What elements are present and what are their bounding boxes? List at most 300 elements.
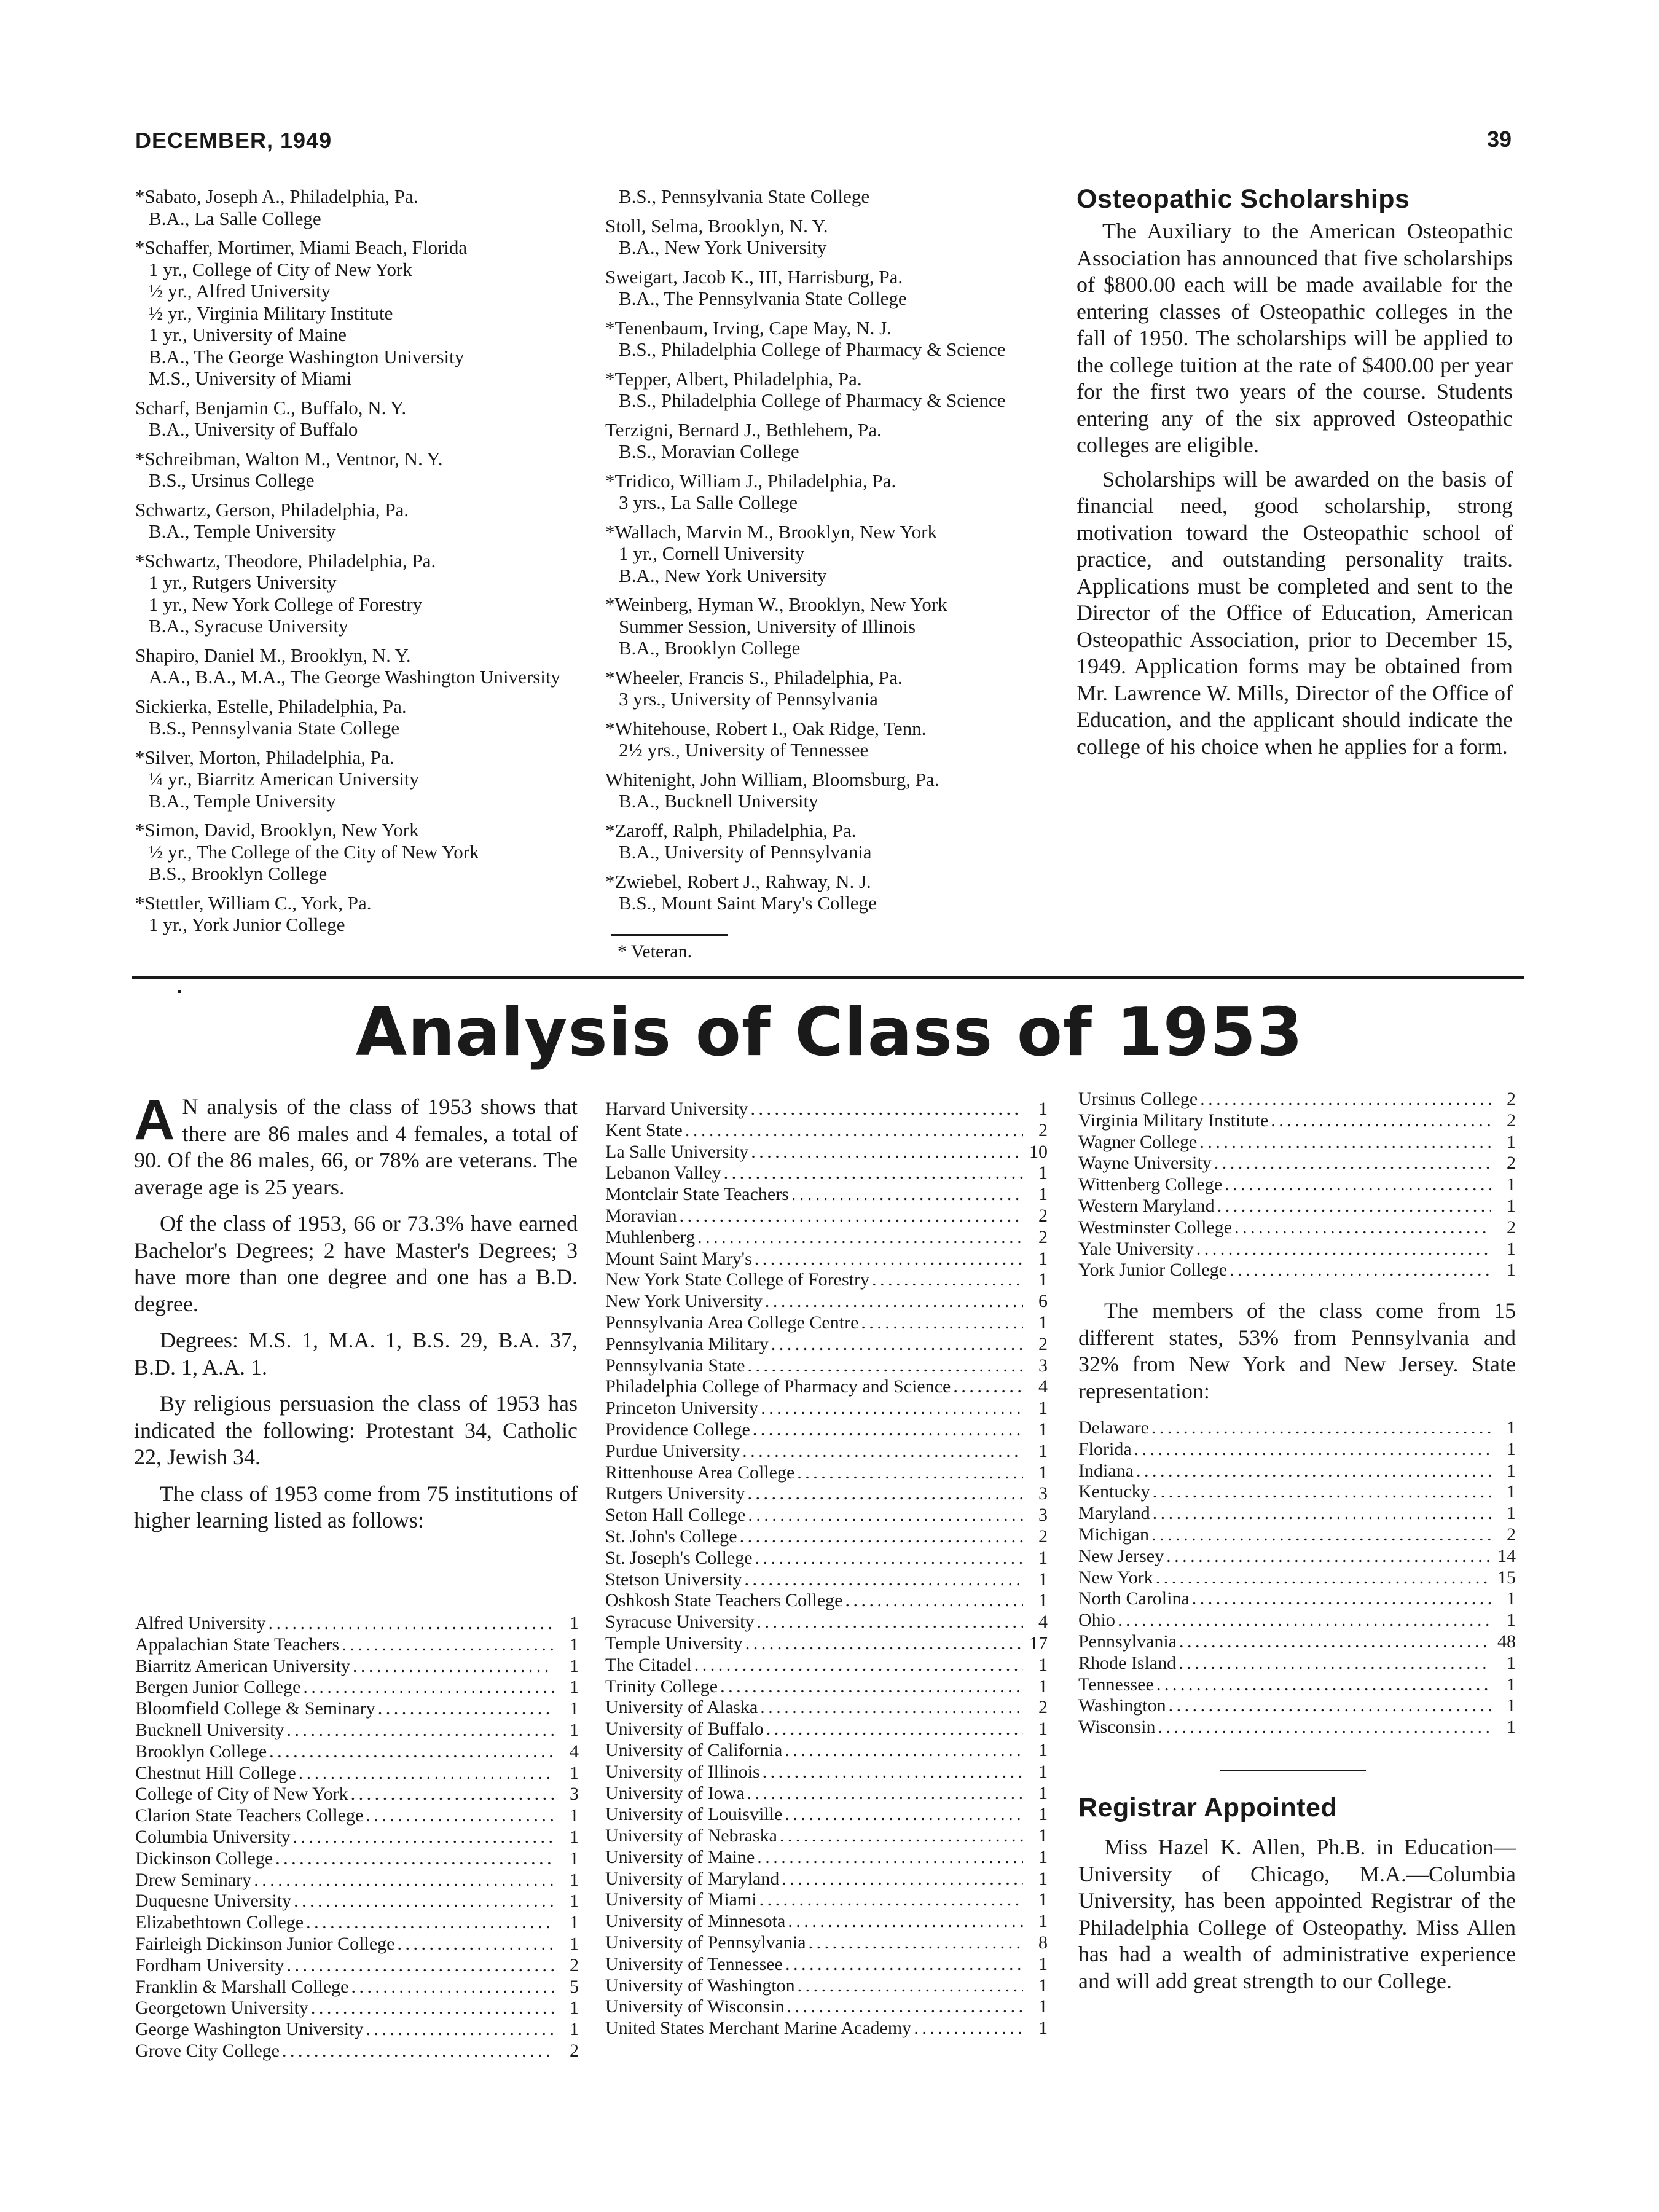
dot-leader xyxy=(797,1462,1023,1484)
row-count: 1 xyxy=(1038,1569,1048,1590)
roster-entry-detail: B.A., University of Pennsylvania xyxy=(619,841,872,863)
roster-entry xyxy=(135,747,584,812)
row-count: 2 xyxy=(1507,1089,1516,1109)
dot-leader xyxy=(282,2041,554,2062)
row-count: 1 xyxy=(570,1891,579,1912)
roster-entry xyxy=(605,521,1054,587)
table-row xyxy=(605,1826,1048,1847)
row-label: University of Tennessee xyxy=(605,1953,783,1974)
dot-leader xyxy=(694,1655,1023,1676)
roster-entry xyxy=(135,237,584,390)
row-label: Wagner College xyxy=(1078,1131,1198,1152)
row-label: Georgetown University xyxy=(135,1998,308,2018)
analysis-title: Analysis of Class of 1953 xyxy=(355,994,1304,1071)
dot-leader xyxy=(1200,1089,1491,1110)
roster-entry-detail: 1 yr., New York College of Forestry xyxy=(149,593,423,615)
dot-leader xyxy=(748,1505,1023,1526)
roster-entry xyxy=(135,448,584,492)
roster-entry xyxy=(605,419,1054,463)
dot-leader xyxy=(724,1163,1023,1184)
analysis-religion-paragraph: By religious persuasion the class of 1953 has indicated the following: Protestant 34, Catholic 22, Jewish 34. xyxy=(134,1391,578,1469)
row-label: United States Merchant Marine Academy xyxy=(605,2018,912,2039)
row-count: 1 xyxy=(1507,1460,1516,1481)
table-row xyxy=(1078,1260,1516,1281)
roster-entry-detail: B.A., Temple University xyxy=(149,790,336,812)
row-label: University of Maryland xyxy=(605,1868,780,1889)
row-label: St. Joseph's College xyxy=(605,1547,753,1568)
row-count: 1 xyxy=(1507,1695,1516,1716)
dot-leader xyxy=(1158,1717,1491,1738)
roster-entry-detail: B.A., University of Buffalo xyxy=(149,418,358,440)
row-label: Chestnut Hill College xyxy=(135,1762,296,1783)
row-count: 1 xyxy=(1038,1654,1048,1675)
roster-entry-detail: Summer Session, University of Illinois xyxy=(619,615,916,637)
row-count: 1 xyxy=(1038,1590,1048,1611)
row-label: Purdue University xyxy=(605,1440,740,1461)
roster-entry-detail: ¼ yr., Biarritz American University xyxy=(149,768,419,790)
dot-leader xyxy=(742,1441,1023,1462)
dot-leader xyxy=(275,1848,554,1870)
roster-entry xyxy=(135,892,584,936)
roster-entry-detail: B.S., Moravian College xyxy=(619,441,799,462)
row-count: 1 xyxy=(1507,1195,1516,1216)
table-row xyxy=(605,1206,1048,1227)
dot-leader xyxy=(787,1996,1023,2018)
row-count: 1 xyxy=(570,2019,579,2040)
row-label: Pennsylvania Military xyxy=(605,1333,769,1354)
row-count: 3 xyxy=(1038,1483,1048,1504)
row-count: 2 xyxy=(1038,1333,1048,1354)
table-row xyxy=(605,1911,1048,1932)
table-row xyxy=(605,1419,1048,1441)
roster-entry-detail: A.A., B.A., M.A., The George Washington University xyxy=(149,666,560,688)
row-label: University of Louisville xyxy=(605,1804,783,1825)
dot-leader xyxy=(757,1847,1023,1869)
table-row xyxy=(605,1783,1048,1805)
table-row xyxy=(135,1698,579,1720)
roster-entry xyxy=(605,820,1054,863)
row-label: Indiana xyxy=(1078,1460,1134,1481)
table-row xyxy=(1078,1239,1516,1260)
row-label: Syracuse University xyxy=(605,1612,755,1633)
row-label: Kentucky xyxy=(1078,1481,1150,1502)
row-label: La Salle University xyxy=(605,1141,749,1162)
row-label: Duquesne University xyxy=(135,1891,292,1912)
roster-entry-detail: B.S., Pennsylvania State College xyxy=(149,717,400,739)
table-row xyxy=(135,1805,579,1827)
row-count: 2 xyxy=(1507,1110,1516,1131)
dot-leader xyxy=(756,1612,1023,1633)
dot-leader xyxy=(286,1955,554,1977)
table-row xyxy=(1078,1196,1516,1217)
row-count: 1 xyxy=(570,1998,579,2018)
table-row xyxy=(1078,1174,1516,1196)
dot-leader xyxy=(1225,1174,1491,1196)
table-row xyxy=(135,1677,579,1698)
row-label: Wisconsin xyxy=(1078,1717,1156,1738)
row-label: Western Maryland xyxy=(1078,1195,1215,1216)
row-label: Clarion State Teachers College xyxy=(135,1805,364,1826)
roster-entry-name: *Weinberg, Hyman W., Brooklyn, New York xyxy=(605,594,947,615)
dot-leader xyxy=(755,1548,1023,1569)
table-row xyxy=(605,1483,1048,1505)
row-count: 1 xyxy=(1038,1269,1048,1290)
row-label: Trinity College xyxy=(605,1676,718,1696)
table-row xyxy=(605,1355,1048,1377)
row-count: 1 xyxy=(1507,1238,1516,1259)
row-label: Alfred University xyxy=(135,1613,266,1633)
roster-entry xyxy=(605,594,1054,659)
row-count: 14 xyxy=(1497,1545,1516,1566)
row-label: Kent State xyxy=(605,1120,683,1140)
table-row xyxy=(1078,1695,1516,1717)
dot-leader xyxy=(311,1998,554,2019)
row-count: 2 xyxy=(570,2040,579,2061)
row-label: Franklin & Marshall College xyxy=(135,1976,349,1997)
row-count: 1 xyxy=(1038,1996,1048,2017)
roster-entry xyxy=(135,696,584,739)
row-label: Bergen Junior College xyxy=(135,1677,301,1698)
roster-entry xyxy=(605,667,1054,710)
row-count: 1 xyxy=(1038,1676,1048,1696)
table-row xyxy=(135,1784,579,1805)
row-label: Philadelphia College of Pharmacy and Science xyxy=(605,1376,951,1397)
dot-leader xyxy=(785,1954,1023,1975)
row-label: Westminster College xyxy=(1078,1217,1233,1237)
dot-leader xyxy=(751,1142,1023,1163)
row-count: 1 xyxy=(570,1826,579,1847)
dot-leader xyxy=(294,1891,554,1912)
table-row xyxy=(605,1804,1048,1826)
roster-entry xyxy=(605,317,1054,361)
row-label: Rittenhouse Area College xyxy=(605,1462,795,1483)
roster-entry-detail: B.A., The Pennsylvania State College xyxy=(619,288,907,309)
roster-entry-detail: 3 yrs., La Salle College xyxy=(619,492,798,513)
dot-leader xyxy=(353,1656,554,1677)
veteran-footnote-rule xyxy=(611,934,728,936)
roster-entry xyxy=(605,266,1054,310)
roster-entry xyxy=(135,645,584,688)
states-list xyxy=(1078,1418,1516,1738)
dot-leader xyxy=(342,1634,554,1656)
row-count: 1 xyxy=(1038,1739,1048,1760)
row-count: 48 xyxy=(1497,1631,1516,1652)
registrar-divider xyxy=(1220,1770,1366,1771)
row-label: New York State College of Forestry xyxy=(605,1269,869,1290)
row-count: 1 xyxy=(1038,1889,1048,1910)
row-label: Muhlenberg xyxy=(605,1226,696,1247)
table-row xyxy=(605,1548,1048,1569)
row-label: Temple University xyxy=(605,1633,743,1653)
table-row xyxy=(1078,1110,1516,1132)
dot-leader xyxy=(755,1249,1023,1270)
row-label: Wittenberg College xyxy=(1078,1174,1223,1195)
row-label: The Citadel xyxy=(605,1654,692,1675)
row-label: Tennessee xyxy=(1078,1674,1154,1695)
row-count: 1 xyxy=(1507,1260,1516,1281)
table-row xyxy=(605,1697,1048,1719)
row-label: Ohio xyxy=(1078,1610,1115,1631)
table-row xyxy=(1078,1631,1516,1653)
dot-leader xyxy=(366,2019,554,2041)
roster-entry-name: *Stettler, William C., York, Pa. xyxy=(135,892,372,914)
dot-leader xyxy=(747,1483,1023,1505)
row-count: 8 xyxy=(1038,1932,1048,1953)
dot-leader xyxy=(1214,1153,1491,1174)
dot-leader xyxy=(378,1698,554,1720)
row-label: Elizabethtown College xyxy=(135,1912,304,1933)
roster-entry-detail: B.S., Philadelphia College of Pharmacy & Science xyxy=(619,339,1006,360)
table-row xyxy=(135,1848,579,1870)
dot-leader xyxy=(1118,1610,1491,1631)
roster-entry-name: Schwartz, Gerson, Philadelphia, Pa. xyxy=(135,498,409,520)
row-count: 1 xyxy=(570,1634,579,1655)
dot-leader xyxy=(766,1719,1023,1740)
row-label: Pennsylvania State xyxy=(605,1355,745,1376)
row-count: 4 xyxy=(1038,1376,1048,1397)
dot-leader xyxy=(791,1184,1023,1206)
roster-entry-detail: ½ yr., The College of the City of New York xyxy=(149,841,479,863)
row-label: Florida xyxy=(1078,1438,1132,1459)
table-row xyxy=(1078,1524,1516,1546)
table-row xyxy=(605,1996,1048,2018)
table-row xyxy=(605,1569,1048,1591)
row-count: 1 xyxy=(570,1848,579,1869)
roster-entry-detail: B.A., New York University xyxy=(619,564,827,586)
table-row xyxy=(605,1184,1048,1206)
dot-leader xyxy=(785,1740,1023,1762)
roster-entry-name: *Schreibman, Walton M., Ventnor, N. Y. xyxy=(135,447,443,469)
table-row xyxy=(135,1763,579,1784)
dot-leader xyxy=(750,1099,1023,1120)
roster-entry-detail: B.A., Bucknell University xyxy=(619,790,818,812)
table-row xyxy=(1078,1089,1516,1110)
row-count: 2 xyxy=(1038,1526,1048,1547)
row-count: 5 xyxy=(570,1976,579,1997)
dot-leader xyxy=(1153,1503,1491,1524)
row-count: 1 xyxy=(1038,1975,1048,1996)
roster-entry-detail: B.S., Ursinus College xyxy=(149,469,315,491)
table-row xyxy=(605,2018,1048,2039)
row-label: Ursinus College xyxy=(1078,1089,1198,1109)
roster-entry-name: *Simon, David, Brooklyn, New York xyxy=(135,819,419,841)
roster-entry-name: Terzigni, Bernard J., Bethlehem, Pa. xyxy=(605,418,882,441)
table-row xyxy=(135,2019,579,2041)
row-label: Providence College xyxy=(605,1419,750,1440)
roster-entry-detail: ½ yr., Virginia Military Institute xyxy=(149,302,393,324)
osteopathic-paragraph-2: Scholarships will be awarded on the basis of financial need, good scholarship, strong motivation toward the Osteopathic school of practice, and outstanding personality traits. Applications must be completed and sent to the Director of the Office of Education, American Osteopathic Association, prior to December 15, 1949. Application forms may be obtained from Mr. Lawrence W. Mills, Director of the Office of Education, and the applicant should indicate the college of his choice when he applies for a form. xyxy=(1077,466,1513,759)
row-count: 1 xyxy=(1038,1547,1048,1568)
roster-entry-detail: B.A., La Salle College xyxy=(149,207,321,229)
registrar-paragraph: Miss Hazel K. Allen, Ph.B. in Education—University of Chicago, M.A.—Columbia University, has been appointed Registrar of the Philadelphia College of Osteopathy. Miss Allen has had a wealth of administrative experience and will add great strength to our College. xyxy=(1078,1835,1516,1993)
row-label: Columbia University xyxy=(135,1826,291,1847)
states-summary xyxy=(1078,1298,1516,1407)
row-count: 2 xyxy=(1038,1120,1048,1140)
row-count: 1 xyxy=(570,1613,579,1633)
row-label: University of Iowa xyxy=(605,1783,745,1803)
dot-leader xyxy=(1151,1524,1491,1546)
dot-leader xyxy=(798,1975,1023,1997)
dot-leader xyxy=(1136,1461,1491,1482)
row-label: St. John's College xyxy=(605,1526,737,1547)
dot-leader xyxy=(685,1120,1023,1142)
row-label: New York University xyxy=(605,1291,763,1312)
dot-leader xyxy=(1156,1567,1491,1589)
dot-leader xyxy=(747,1355,1023,1377)
table-row xyxy=(135,2041,579,2062)
roster-entry-detail: M.S., University of Miami xyxy=(149,367,352,389)
dot-leader xyxy=(747,1783,1023,1805)
dot-leader xyxy=(1192,1588,1491,1610)
row-count: 1 xyxy=(1038,1398,1048,1419)
roster-entry xyxy=(605,215,1054,259)
row-label: Dickinson College xyxy=(135,1848,273,1869)
dot-leader xyxy=(763,1762,1023,1783)
analysis-institutions-intro: The class of 1953 come from 75 institutions of higher learning listed as follows: xyxy=(134,1481,578,1532)
row-count: 1 xyxy=(1038,1312,1048,1333)
row-label: Biarritz American University xyxy=(135,1655,350,1676)
analysis-lead-paragraph xyxy=(134,1089,578,1201)
table-row xyxy=(605,1505,1048,1526)
table-row xyxy=(605,1398,1048,1419)
row-count: 1 xyxy=(570,1869,579,1890)
roster-entry-detail: 1 yr., Cornell University xyxy=(619,543,805,564)
roster-entry xyxy=(135,819,584,885)
roster-entry xyxy=(135,397,584,441)
row-count: 1 xyxy=(1038,1761,1048,1782)
row-label: Delaware xyxy=(1078,1418,1149,1438)
roster-entry-detail: B.S., Pennsylvania State College xyxy=(619,186,870,207)
table-row xyxy=(1078,1461,1516,1482)
row-label: University of Pennsylvania xyxy=(605,1932,806,1953)
dot-leader xyxy=(268,1613,554,1634)
dot-leader xyxy=(740,1526,1023,1548)
row-count: 1 xyxy=(1507,1503,1516,1524)
row-count: 1 xyxy=(1507,1481,1516,1502)
row-label: Pennsylvania Area College Centre xyxy=(605,1312,859,1333)
roster-entry-detail: 2½ yrs., University of Tennessee xyxy=(619,739,869,761)
row-label: University of Wisconsin xyxy=(605,1996,785,2017)
row-count: 3 xyxy=(1038,1505,1048,1526)
row-label: Bloomfield College & Seminary xyxy=(135,1698,375,1719)
analysis-intro xyxy=(134,1089,578,1544)
row-count: 2 xyxy=(1038,1205,1048,1226)
table-row xyxy=(605,1762,1048,1783)
dot-leader xyxy=(303,1677,554,1698)
row-count: 17 xyxy=(1029,1633,1048,1653)
table-row xyxy=(135,1998,579,2019)
row-count: 1 xyxy=(1038,1719,1048,1739)
table-row xyxy=(135,1955,579,1977)
table-row xyxy=(605,1163,1048,1184)
row-count: 1 xyxy=(1038,1826,1048,1846)
row-count: 1 xyxy=(1038,1248,1048,1269)
table-row xyxy=(135,1720,579,1741)
row-label: Pennsylvania xyxy=(1078,1631,1177,1652)
row-count: 4 xyxy=(570,1741,579,1762)
row-count: 1 xyxy=(1038,1163,1048,1183)
dot-leader xyxy=(872,1269,1023,1291)
row-label: University of Miami xyxy=(605,1889,757,1910)
row-label: Brooklyn College xyxy=(135,1741,267,1762)
row-label: Appalachian State Teachers xyxy=(135,1634,340,1655)
roster-entry xyxy=(605,769,1054,812)
row-label: Drew Seminary xyxy=(135,1869,252,1890)
dot-leader xyxy=(351,1977,554,1998)
table-row xyxy=(605,1869,1048,1890)
roster-entry-name: *Tridico, William J., Philadelphia, Pa. xyxy=(605,469,896,492)
row-count: 1 xyxy=(570,1677,579,1698)
dot-leader xyxy=(1234,1217,1491,1239)
row-count: 1 xyxy=(570,1805,579,1826)
table-row xyxy=(605,1954,1048,1975)
roster-entry xyxy=(605,186,1054,208)
roster-entry-detail: 1 yr., York Junior College xyxy=(149,914,345,935)
row-count: 1 xyxy=(1038,1804,1048,1825)
row-count: 1 xyxy=(1507,1418,1516,1438)
dot-leader xyxy=(753,1419,1023,1441)
table-row xyxy=(605,1334,1048,1355)
row-count: 1 xyxy=(1038,1099,1048,1119)
row-label: Rhode Island xyxy=(1078,1652,1177,1673)
table-row xyxy=(135,1613,579,1634)
dot-leader xyxy=(1156,1674,1491,1696)
row-label: University of Nebraska xyxy=(605,1826,777,1846)
row-label: Harvard University xyxy=(605,1099,748,1119)
table-row xyxy=(1078,1217,1516,1239)
roster-entry-name: *Schaffer, Mortimer, Miami Beach, Florida xyxy=(135,237,468,258)
dot-leader xyxy=(292,1827,554,1848)
row-label: University of Alaska xyxy=(605,1697,758,1718)
row-label: Michigan xyxy=(1078,1524,1149,1545)
dot-leader xyxy=(680,1206,1023,1227)
table-row xyxy=(1078,1132,1516,1153)
row-label: Stetson University xyxy=(605,1569,742,1590)
table-row xyxy=(135,1827,579,1848)
table-row xyxy=(1078,1567,1516,1589)
dot-leader xyxy=(1271,1110,1491,1132)
table-row xyxy=(605,1099,1048,1120)
row-label: Moravian xyxy=(605,1205,677,1226)
row-count: 15 xyxy=(1497,1567,1516,1588)
roster-entry-detail: B.A., The George Washington University xyxy=(149,345,465,367)
row-count: 10 xyxy=(1029,1141,1048,1162)
table-row xyxy=(135,1634,579,1656)
dot-leader xyxy=(809,1932,1023,1954)
dot-leader xyxy=(1166,1546,1491,1567)
roster-entry-name: *Wheeler, Francis S., Philadelphia, Pa. xyxy=(605,666,903,688)
roster-entry-name: *Sabato, Joseph A., Philadelphia, Pa. xyxy=(135,186,418,207)
row-label: University of Washington xyxy=(605,1975,795,1996)
row-label: Lebanon Valley xyxy=(605,1163,721,1183)
table-row xyxy=(605,1975,1048,1997)
row-label: University of Illinois xyxy=(605,1761,760,1782)
registrar-heading: Registrar Appointed xyxy=(1078,1793,1338,1822)
row-label: Mount Saint Mary's xyxy=(605,1248,752,1269)
table-row xyxy=(135,1741,579,1763)
table-row xyxy=(605,1441,1048,1462)
analysis-degree-counts: Degrees: M.S. 1, M.A. 1, B.S. 29, B.A. 37, B.D. 1, A.A. 1. xyxy=(134,1328,578,1379)
roster-column-1 xyxy=(135,186,584,943)
table-row xyxy=(605,1590,1048,1612)
dot-leader xyxy=(1179,1653,1491,1674)
dot-leader xyxy=(1179,1631,1491,1653)
dot-leader xyxy=(914,2018,1023,2039)
dot-leader xyxy=(745,1569,1024,1591)
row-label: Wayne University xyxy=(1078,1153,1212,1174)
row-label: University of California xyxy=(605,1739,783,1760)
row-count: 1 xyxy=(1038,1868,1048,1889)
